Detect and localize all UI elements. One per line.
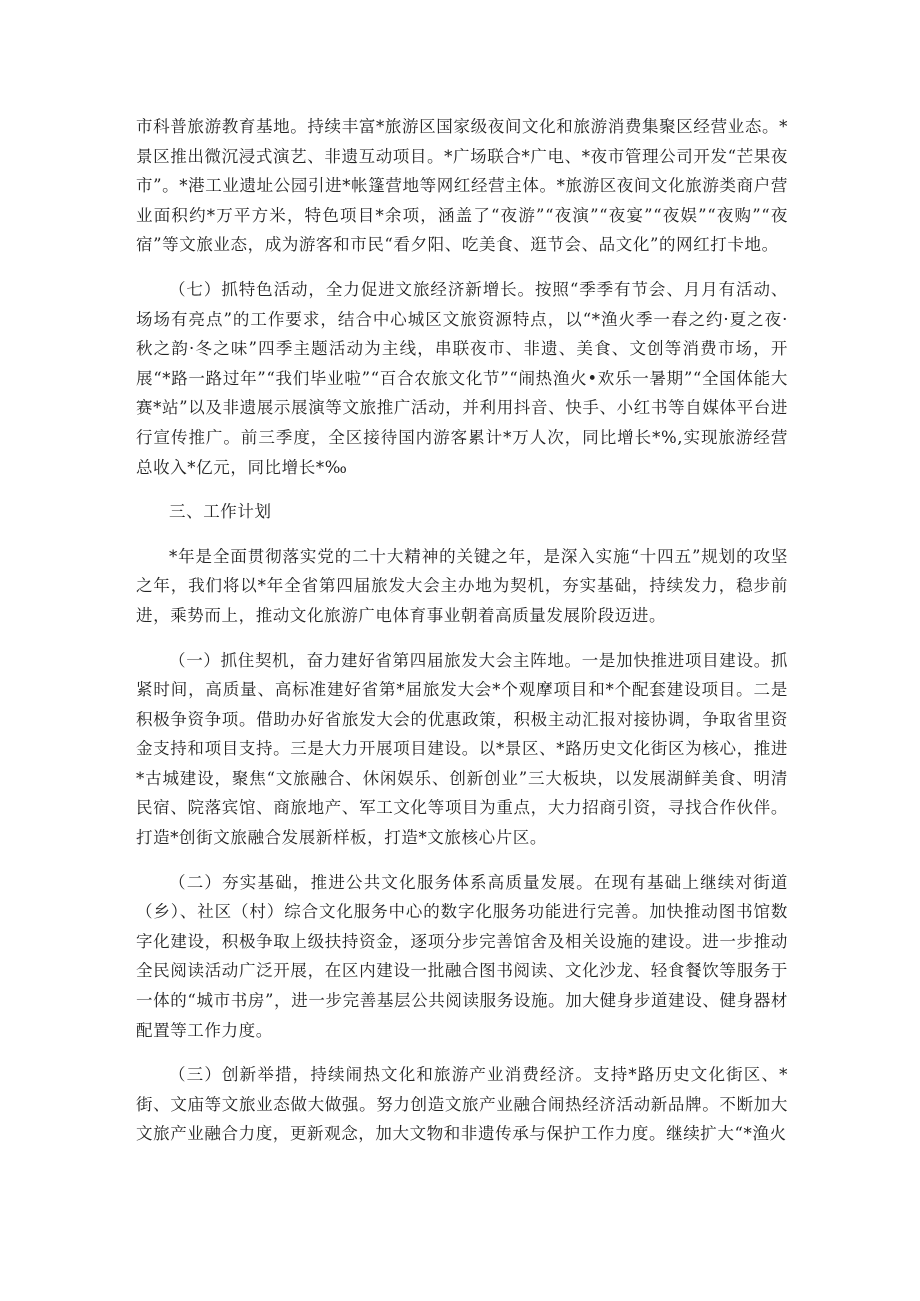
section-heading-work-plan: 三、工作计划 — [169, 502, 272, 522]
paragraph-plan-item-1: （一）抓住契机，奋力建好省第四届旅发大会主阵地。一是加快推进项目建设。抓紧时间，高质量、高标准建好省第*届旅发大会*个观摩项目和*个配套建设项目。二是积极争资争项。借助办好省旅发大会的优惠政策，积极主动汇报对接协调，争取省里资金支持和项目支持。三是大力开展项目建设。以*景区、*路历史文化街区为核心，推进*古城建设，聚焦“文旅融合、休闲娱乐、创新创业”三大板块，以发展湖鲜美食、明清民宿、院落宾馆、商旅地产、军工文化等项目为重点，大力招商引资，寻找合作伙伴。打造*创街文旅融合发展新样板，打造*文旅核心片区。 — [136, 650, 788, 848]
paragraph-plan-item-2: （二）夯实基础，推进公共文化服务体系高质量发展。在现有基础上继续对街道（乡）、社区（村）综合文化服务中心的数字化服务功能进行完善。加快推动图书馆数字化建设，积极争取上级扶持资金，逐项分步完善馆舍及相关设施的建设。进一步推动全民阅读活动广泛开展，在区内建设一批融合图书阅读、文化沙龙、轻食餐饮等服务于一体的“城市书房”，进一步完善基层公共阅读服务设施。加大健身步道建设、健身器材配置等工作力度。 — [136, 872, 788, 1040]
paragraph-featured-activities: （七）抓特色活动，全力促进文旅经济新增长。按照“季季有节会、月月有活动、场场有亮点”的工作要求，结合中心城区文旅资源特点，以“*渔火季一春之约·夏之夜·秋之韵·冬之味”四季主题活动为主线，串联夜市、非遗、美食、文创等消费市场，开展“*路一路过年”“我们毕业啦”“百合农旅文化节”“闹热渔火•欢乐一暑期”“全国体能大赛*站”以及非遗展示展演等文旅推广活动，并利用抖音、快手、小红书等自媒体平台进行宣传推广。前三季度，全区接待国内游客累计*万人次，同比增长*%,实现旅游经营总收入*亿元，同比增长*‰ — [136, 279, 788, 477]
paragraph-nightlife-tourism: 市科普旅游教育基地。持续丰富*旅游区国家级夜间文化和旅游消费集聚区经营业态。*景区推出微沉浸式演艺、非遗互动项目。*广场联合*广电、*夜市管理公司开发“芒果夜市”。*港工业遗址公园引进*帐篷营地等网红经营主体。*旅游区夜间文化旅游类商户营业面积约*万平方米，特色项目*余项，涵盖了“夜游”“夜演”“夜宴”“夜娱”“夜购”“夜宿”等文旅业态，成为游客和市民“看夕阳、吃美食、逛节会、品文化”的网红打卡地。 — [136, 117, 788, 255]
document-body — [136, 112, 788, 1149]
paragraph-plan-item-3: （三）创新举措，持续闹热文化和旅游产业消费经济。支持*路历史文化街区、*街、文庙等文旅业态做大做强。努力创造文旅产业融合闹热经济活动新品牌。不断加大文旅产业融合力度，更新观念，加大文物和非遗传承与保护工作力度。继续扩大“*渔火 — [136, 1065, 788, 1144]
paragraph-plan-intro: *年是全面贯彻落实党的二十大精神的关键之年，是深入实施“十四五”规划的攻坚之年，我们将以*年全省第四届旅发大会主办地为契机，夯实基础，持续发力，稳步前进，乘势而上，推动文化旅游广电体育事业朝着高质量发展阶段迈进。 — [136, 546, 788, 625]
